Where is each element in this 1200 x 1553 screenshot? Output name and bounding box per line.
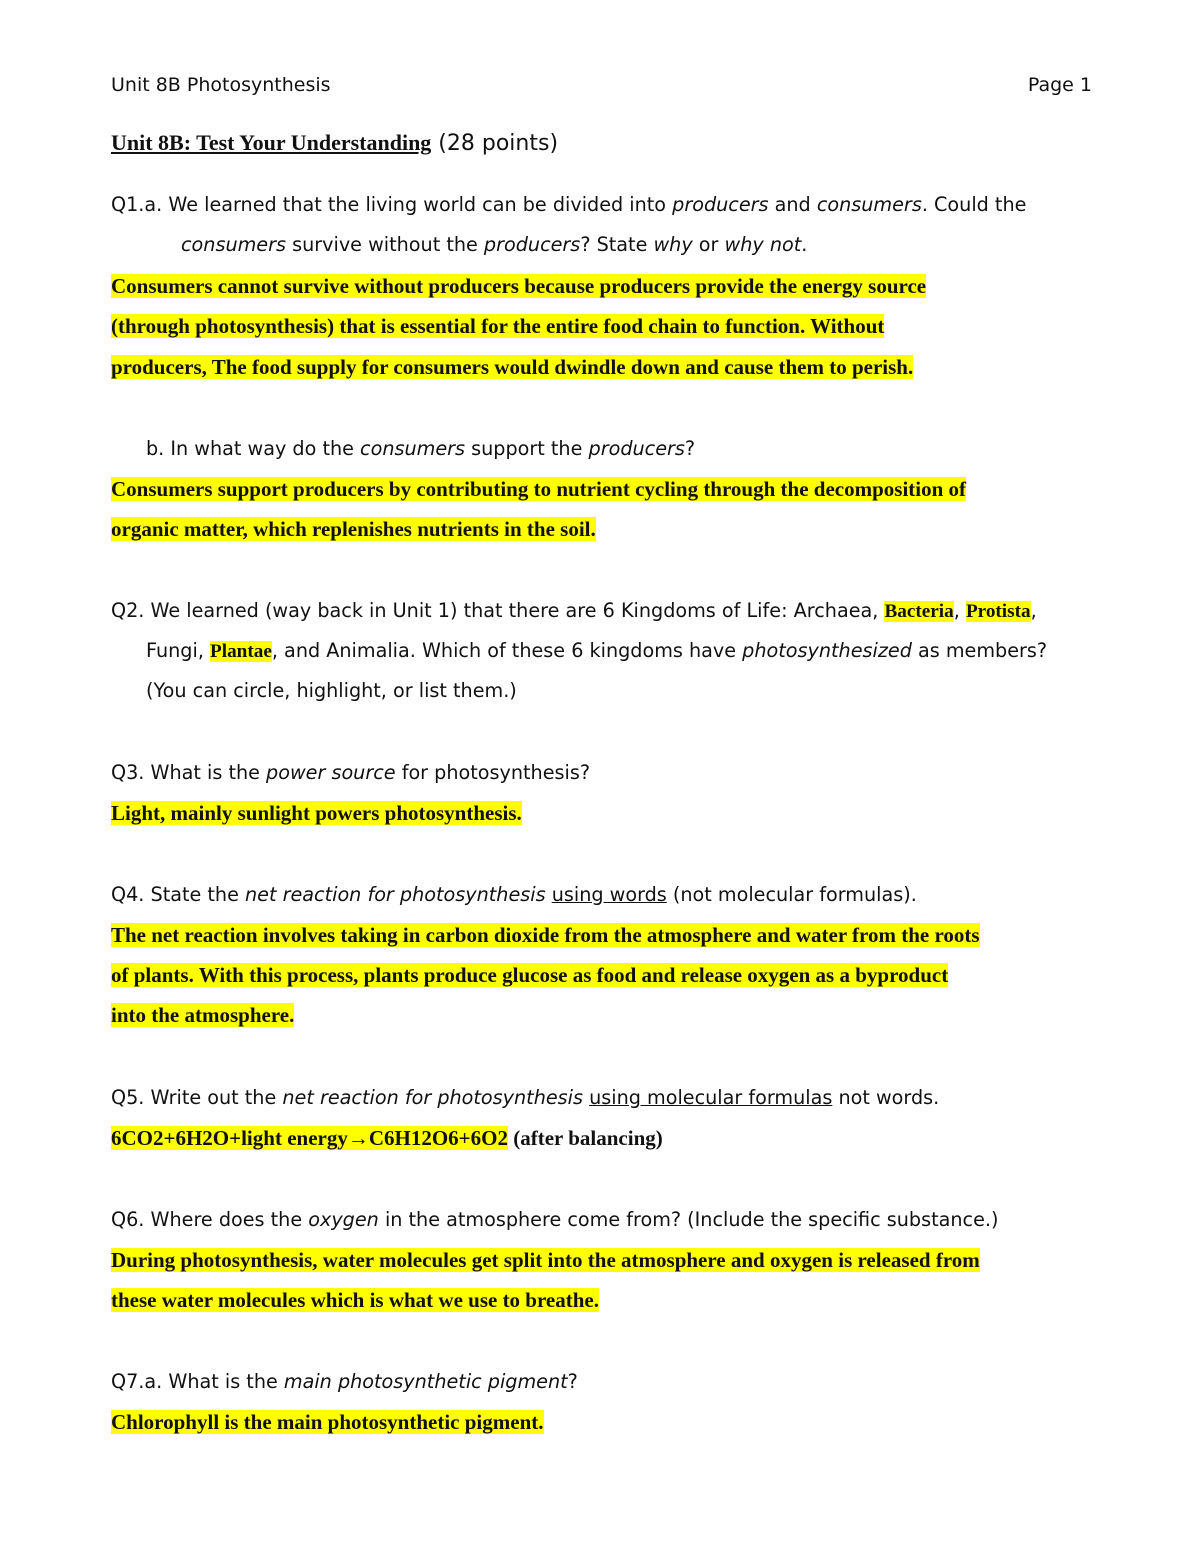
q6-oxygen: oxygen	[308, 1208, 379, 1231]
q4-answer-line3	[111, 1002, 294, 1028]
q2-protista-highlight: Protista	[965, 601, 1031, 622]
q1a-text: . Could the	[921, 193, 1027, 216]
q1a-why-not: why not	[724, 233, 802, 256]
q1b-answer-line2	[111, 516, 596, 542]
q1b-text: ?	[684, 437, 696, 460]
q4-answer-text: of plants. With this process, plants produce glucose as food and release oxygen as a byproduct	[111, 963, 949, 987]
q6-text: Q6. Where does the	[111, 1208, 309, 1231]
q1b-answer-text: Consumers support producers by contributing to nutrient cycling through the decomposition of	[111, 477, 967, 501]
q5-answer-line1	[111, 1125, 663, 1151]
q3-power-source: power source	[266, 761, 396, 784]
q1a-answer-line3	[111, 354, 913, 380]
q7a-text: Q7.a. What is the	[111, 1370, 284, 1393]
q4-answer-line2	[111, 962, 948, 988]
q7a-text: ?	[567, 1370, 578, 1393]
q4-answer-line1	[111, 922, 980, 948]
q5-text: Q5. Write out the	[111, 1086, 283, 1109]
q7a-answer-line1	[111, 1409, 544, 1435]
q4-using-words: using words	[551, 883, 667, 906]
page-number: Page 1	[1027, 74, 1092, 96]
q1b-text: b. In what way do the	[146, 437, 361, 460]
q6-answer-text: During photosynthesis, water molecules get split into the atmosphere and oxygen is released from	[111, 1248, 980, 1272]
q1a-answer-text: Consumers cannot survive without producers because producers provide the energy source	[111, 274, 927, 298]
q2-text: Fungi,	[146, 639, 211, 662]
q5-text: not words.	[832, 1086, 940, 1109]
q6-question-line1	[111, 1207, 999, 1233]
q1a-text: ? State	[580, 233, 654, 256]
q1a-question-line2	[181, 232, 807, 258]
q4-answer-text: The net reaction involves taking in carbon dioxide from the atmosphere and water from the roots	[111, 923, 980, 947]
q2-photosynthesized: photosynthesized	[742, 639, 912, 662]
title-main: Unit 8B: Test Your Understanding	[111, 130, 432, 155]
q5-using-molecular-formulas: using molecular formulas	[589, 1086, 833, 1109]
q1b-text: support the	[465, 437, 589, 460]
q2-text: ,	[953, 599, 966, 622]
q4-net-reaction: net reaction for photosynthesis	[245, 883, 546, 906]
q1a-text: .	[801, 233, 808, 256]
q1a-why: why	[653, 233, 693, 256]
q2-question-line3	[146, 678, 517, 704]
q1b-producers: producers	[588, 437, 685, 460]
page-title	[111, 130, 558, 156]
q2-text: , and Animalia. Which of these 6 kingdoms have	[271, 639, 743, 662]
q5-question-line1	[111, 1085, 939, 1111]
q1a-producers: producers	[672, 193, 769, 216]
q1b-consumers: consumers	[360, 437, 466, 460]
q3-question-line1	[111, 760, 590, 786]
q7a-answer-text: Chlorophyll is the main photosynthetic pigment.	[111, 1410, 544, 1434]
q4-text: (not molecular formulas).	[666, 883, 917, 906]
q5-answer-note: (after balancing)	[507, 1126, 663, 1150]
q2-plantae-highlight: Plantae	[210, 641, 272, 662]
q3-text: for photosynthesis?	[395, 761, 591, 784]
q6-answer-line2	[111, 1287, 599, 1313]
q5-answer-equation: 6CO2+6H2O+light energy→C6H12O6+6O2	[111, 1126, 508, 1150]
q1a-consumers: consumers	[181, 233, 286, 256]
q2-bacteria-highlight: Bacteria	[884, 601, 954, 622]
q4-question-line1	[111, 882, 917, 908]
q2-question-line1	[111, 598, 1037, 625]
q6-answer-text: these water molecules which is what we use to breathe.	[111, 1288, 599, 1312]
q6-text: in the atmosphere come from? (Include the specific substance.)	[378, 1208, 999, 1231]
q1a-text: survive without the	[286, 233, 484, 256]
q3-answer-line1	[111, 800, 522, 826]
title-points: (28 points)	[431, 131, 559, 156]
q3-answer-text: Light, mainly sunlight powers photosynthesis.	[111, 801, 522, 825]
q2-text: (You can circle, highlight, or list them.)	[146, 679, 517, 702]
q1a-text: and	[768, 193, 817, 216]
q2-question-line2	[146, 638, 1047, 665]
q3-text: Q3. What is the	[111, 761, 267, 784]
q2-text: ,	[1030, 599, 1037, 622]
q1a-answer-line1	[111, 273, 926, 299]
q1b-question-line1	[146, 436, 695, 462]
q7a-question-line1	[111, 1369, 578, 1395]
q1b-answer-line1	[111, 476, 966, 502]
q1a-answer-text: (through photosynthesis) that is essential for the entire food chain to function. Without	[111, 314, 885, 338]
q1a-text: or	[692, 233, 725, 256]
q5-net-reaction: net reaction for photosynthesis	[282, 1086, 583, 1109]
q1a-consumers: consumers	[816, 193, 922, 216]
q1a-question-line1	[111, 192, 1026, 218]
q2-text: Q2. We learned (way back in Unit 1) that there are 6 Kingdoms of Life: Archaea,	[111, 599, 885, 622]
q1a-answer-line2	[111, 313, 884, 339]
q1b-answer-text: organic matter, which replenishes nutrients in the soil.	[111, 517, 596, 541]
q4-text: Q4. State the	[111, 883, 245, 906]
q1a-producers: producers	[483, 233, 581, 256]
q2-text: as members?	[911, 639, 1048, 662]
q7a-main-pigment: main photosynthetic pigment	[283, 1370, 568, 1393]
q6-answer-line1	[111, 1247, 980, 1273]
header-title: Unit 8B Photosynthesis	[111, 74, 331, 96]
q1a-text: Q1.a. We learned that the living world can be divided into	[111, 193, 673, 216]
q4-answer-text: into the atmosphere.	[111, 1003, 295, 1027]
q1a-answer-text: producers, The food supply for consumers would dwindle down and cause them to perish.	[111, 355, 914, 379]
